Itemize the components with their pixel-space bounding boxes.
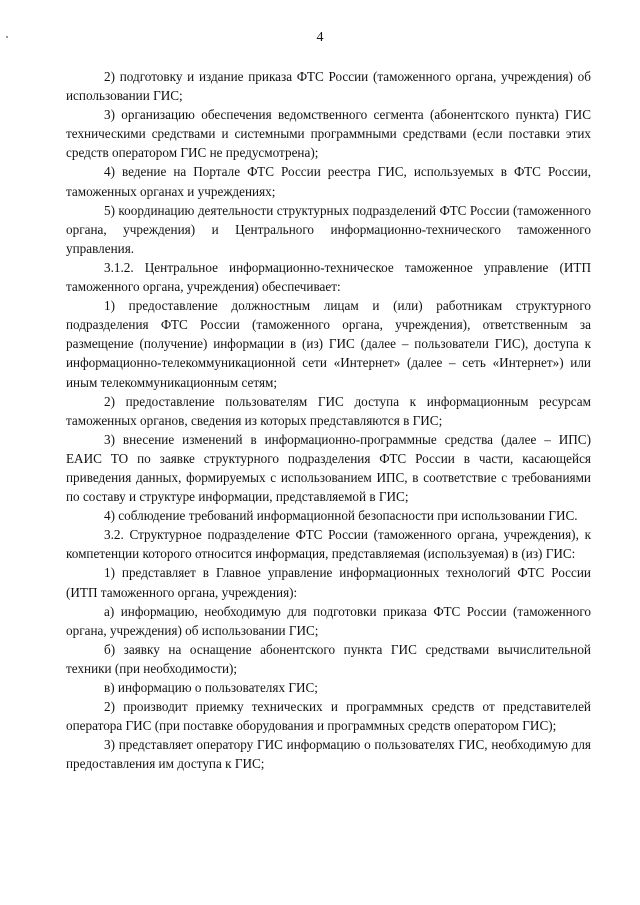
paragraph: 3) организацию обеспечения ведомственного сегмента (абонентского пункта) ГИС техническими средствами и системными программными средствами (если поставки этих средств оператором ГИС не предусмотрена); [66, 107, 591, 161]
paragraph: 3) внесение изменений в информационно-программные средства (далее – ИПС) ЕАИС ТО по заявке структурного подразделения ФТС России в части, касающейся приведения данных, формируемых с использованием ИПС, в соответствие с требованиями по составу и структуре информации, представляемой в ГИС; [66, 431, 591, 505]
paragraph: в) информацию о пользователях ГИС; [104, 680, 318, 695]
paragraph: а) информацию, необходимую для подготовки приказа ФТС России (таможенного органа, учреждения) об использовании ГИС; [66, 603, 591, 638]
paragraph: 3) представляет оператору ГИС информацию о пользователях ГИС, необходимую для предоставления им доступа к ГИС; [66, 737, 591, 772]
paragraph: 5) координацию деятельности структурных подразделений ФТС России (таможенного органа, учреждения) и Центрального информационно-технического таможенного управления. [66, 202, 591, 256]
document-body [66, 67, 591, 773]
paragraph: 1) предоставление должностным лицам и (или) работникам структурного подразделения ФТС России (таможенного органа, учреждения), ответственным за размещение (получение) информации в (из) ГИС (далее – пользователи ГИС), доступа к информационно-телекоммуникационной сети «Интернет» (далее – сеть «Интернет») или иным телекоммуникационным сетям; [66, 298, 591, 390]
paragraph: 2) подготовку и издание приказа ФТС России (таможенного органа, учреждения) об использовании ГИС; [66, 69, 591, 104]
paragraph: 4) ведение на Портале ФТС России реестра ГИС, используемых в ФТС России, таможенных органах и учреждениях; [66, 164, 591, 199]
paragraph: 3.2. Структурное подразделение ФТС России (таможенного органа, учреждения), к компетенции которого относится информация, представляемая (используемая) в (из) ГИС: [66, 527, 591, 562]
paragraph: 4) соблюдение требований информационной безопасности при использовании ГИС. [104, 508, 578, 524]
page-number: 4 [316, 30, 324, 45]
paragraph: 2) производит приемку технических и программных средств от представителей оператора ГИС (при поставке оборудования и программных средств оператором ГИС); [66, 699, 591, 734]
paragraph: 1) представляет в Главное управление информационных технологий ФТС России (ИТП таможенного органа, учреждения): [66, 565, 591, 600]
paragraph: б) заявку на оснащение абонентского пункта ГИС средствами вычислительной техники (при необходимости); [66, 641, 591, 676]
paragraph: 2) предоставление пользователям ГИС доступа к информационным ресурсам таможенных органов, сведения из которых представляются в ГИС; [66, 393, 591, 428]
paragraph: 3.1.2. Центральное информационно-техническое таможенное управление (ИТП таможенного органа, учреждения) обеспечивает: [66, 259, 591, 295]
